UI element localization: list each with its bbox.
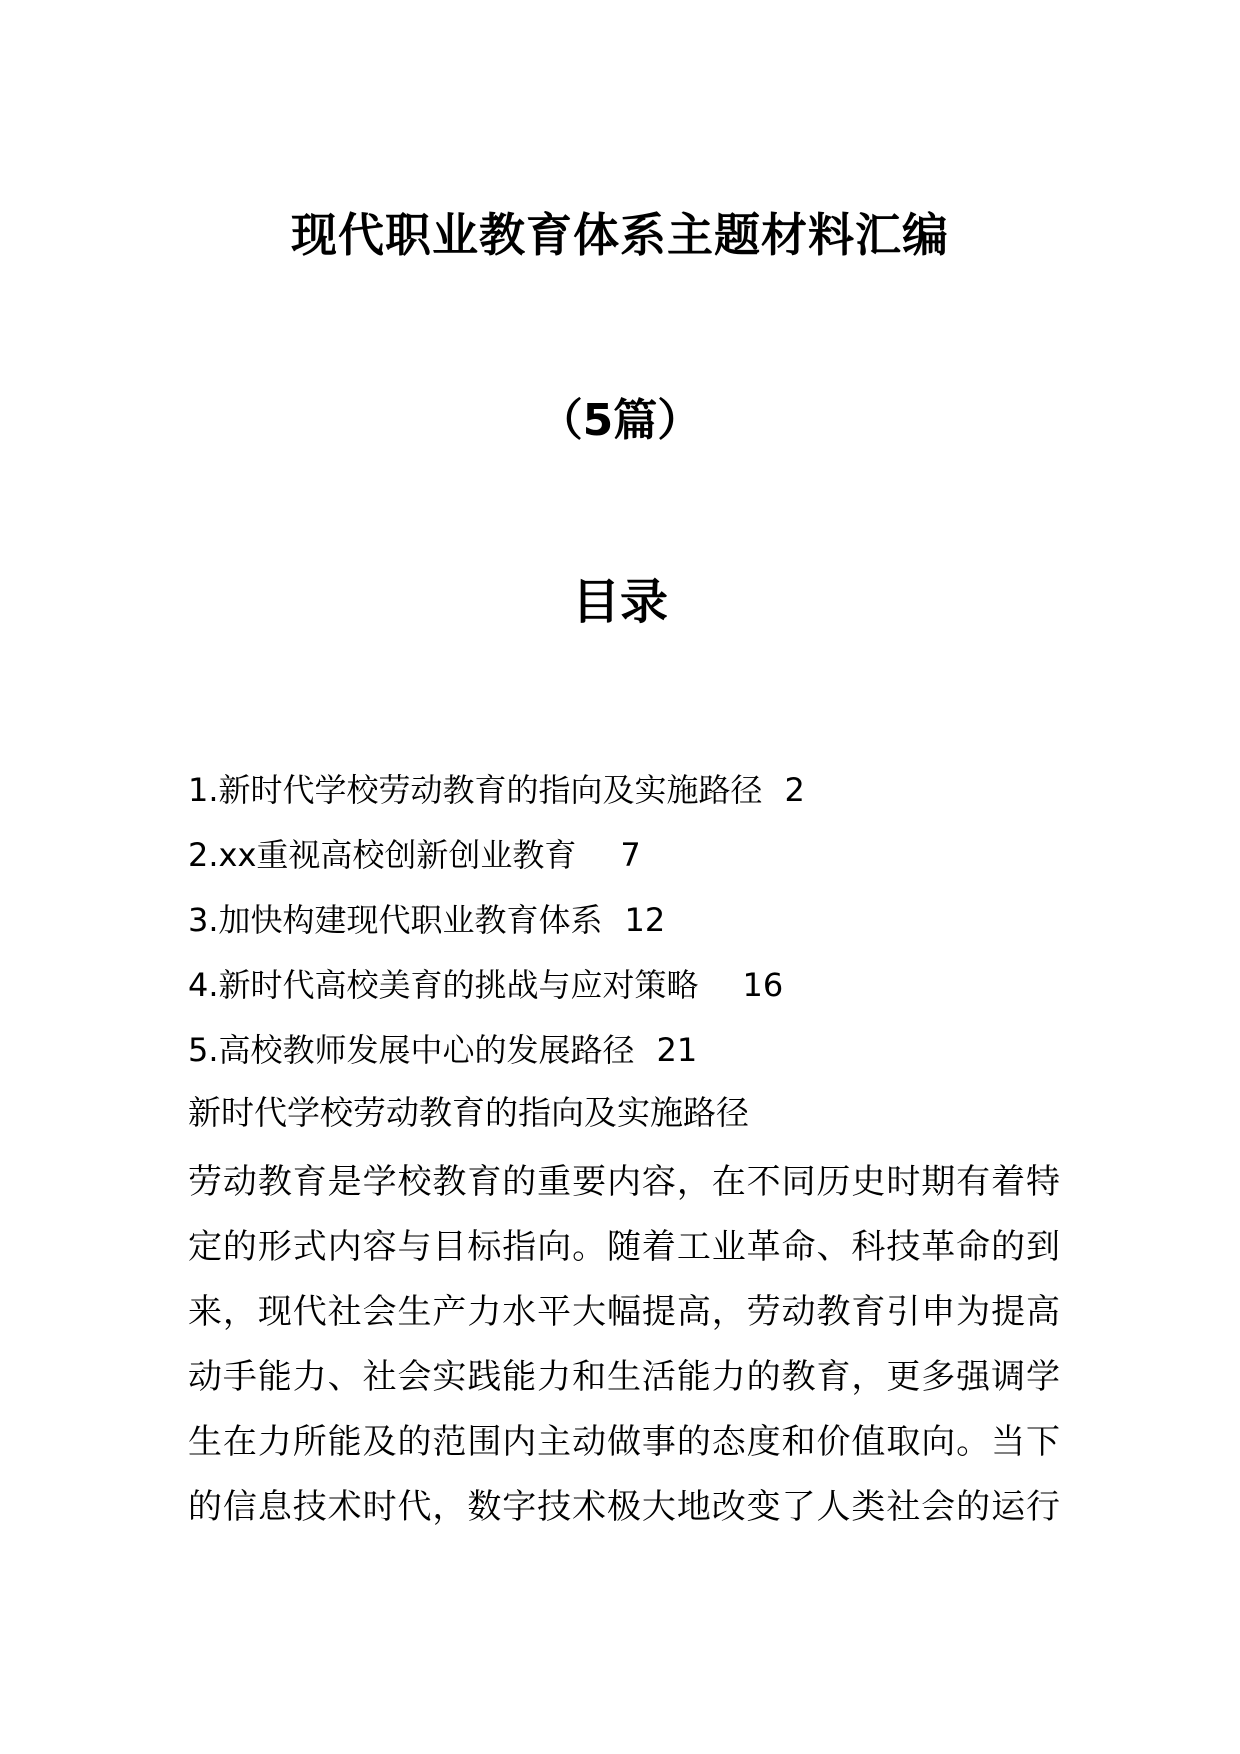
toc-item-label: 1.新时代学校劳动教育的指向及实施路径	[188, 771, 763, 809]
body-text-line: 动手能力、社会实践能力和生活能力的教育，更多强调学	[188, 1357, 1060, 1397]
toc-item[interactable]	[188, 823, 1088, 888]
toc-heading: 目录	[571, 574, 668, 630]
toc-item[interactable]	[188, 1018, 1088, 1083]
document-title: 现代职业教育体系主题材料汇编	[291, 208, 949, 262]
body-text-line: 的信息技术时代，数字技术极大地改变了人类社会的运行	[188, 1487, 1060, 1527]
toc-item-page: 7	[620, 836, 641, 874]
toc-item-page: 16	[742, 966, 784, 1004]
toc-item-label: 2.xx重视高校创新创业教育	[188, 836, 577, 874]
toc-item-label: 4.新时代高校美育的挑战与应对策略	[188, 966, 699, 1004]
toc-item-label: 5.高校教师发展中心的发展路径	[188, 1031, 635, 1069]
document-subtitle: （5篇）	[538, 395, 702, 446]
body-text-line: 生在力所能及的范围内主动做事的态度和价值取向。当下	[188, 1422, 1060, 1462]
toc-item-page: 12	[624, 901, 666, 939]
toc-item[interactable]	[188, 888, 1088, 953]
body-text-line: 劳动教育是学校教育的重要内容，在不同历史时期有着特	[188, 1162, 1060, 1202]
article-body	[188, 1150, 1060, 1540]
toc-item-page: 2	[784, 771, 805, 809]
table-of-contents	[188, 758, 1088, 1083]
article-title: 新时代学校劳动教育的指向及实施路径	[188, 1093, 749, 1132]
body-text-line: 来，现代社会生产力水平大幅提高，劳动教育引申为提高	[188, 1292, 1060, 1332]
toc-item[interactable]	[188, 758, 1088, 823]
toc-item-page: 21	[656, 1031, 698, 1069]
toc-item[interactable]	[188, 953, 1088, 1018]
toc-item-label: 3.加快构建现代职业教育体系	[188, 901, 603, 939]
body-text-line: 定的形式内容与目标指向。随着工业革命、科技革命的到	[188, 1227, 1060, 1267]
